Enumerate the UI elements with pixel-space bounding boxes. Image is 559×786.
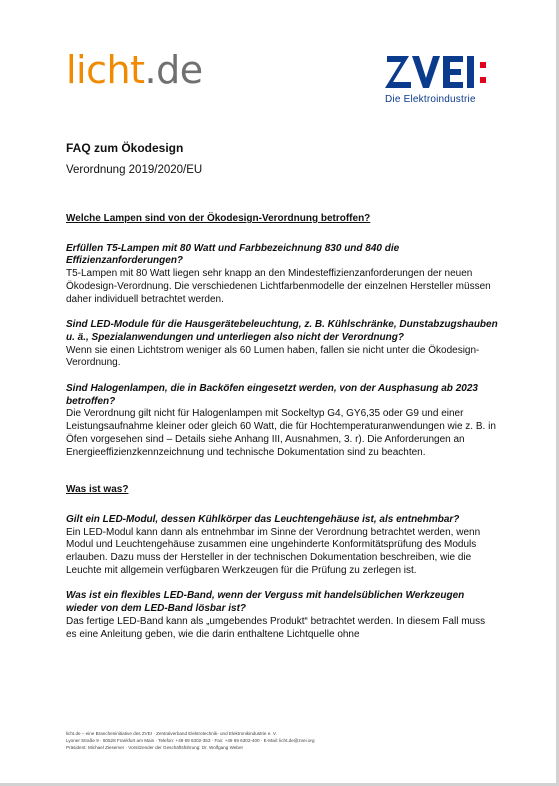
faq-answer: T5-Lampen mit 80 Watt liegen sehr knapp an den Mindesteffizienzanforderungen der neuen Ökodesign-Verordnung. Die verschiedenen Lichtfarbenmodelle der einzelnen Hersteller müssen daher individuell betrachtet werden. <box>66 268 491 305</box>
section-spacer <box>66 472 498 484</box>
faq-item <box>66 243 498 307</box>
faq-item <box>66 383 498 459</box>
logo-licht-text: licht <box>66 48 145 92</box>
faq-question: Sind Halogenlampen, die in Backöfen eingesetzt werden, von der Ausphasung ab 2023 betroffen? <box>66 383 478 407</box>
faq-question: Gilt ein LED-Modul, dessen Kühlkörper das Leuchtengehäuse ist, als entnehmbar? <box>66 513 460 525</box>
zvei-logo <box>385 50 495 112</box>
faq-item <box>66 319 498 370</box>
licht-de-logo <box>66 48 203 92</box>
footer-line: Präsident: Michael Ziesemer · Vorsitzender der Geschäftsführung: Dr. Wolfgang Weber <box>66 745 244 750</box>
zvei-wordmark-graphic <box>385 50 495 92</box>
footer-line: licht.de – eine Brancheninitiative des ZVEI · Zentralverband Elektrotechnik- und Elektronikindustrie e. V. <box>66 731 277 736</box>
page-footer <box>66 730 506 751</box>
document-subtitle: Verordnung 2019/2020/EU <box>66 164 203 176</box>
document-title: FAQ zum Ökodesign <box>66 141 184 155</box>
faq-answer: Wenn sie einen Lichtstrom weniger als 60 Lumen haben, fallen sie nicht unter die Ökodesign-Verordnung. <box>66 344 480 369</box>
faq-answer: Ein LED-Modul kann dann als entnehmbar im Sinne der Verordnung betrachtet werden, wenn Modul und Leuchtengehäuse zusammen eine ungehinderte Konformitätsprüfung des Moduls erlauben. Dazu muss der Hersteller in der technischen Dokumentation beschreiben, wie die Leuchte mit allgemein verfügbaren Werkzeugen für die Prüfung zu zerlegen ist. <box>66 526 481 576</box>
section-heading: Welche Lampen sind von der Ökodesign-Verordnung betroffen? <box>66 213 371 224</box>
faq-answer: Die Verordnung gilt nicht für Halogenlampen mit Sockeltyp G4, GY6,35 oder G9 und einer Leistungsaufnahme kleiner oder gleich 60 Watt, die für Hochtemperaturanwendungen wie z. B. in Öfen vorgesehen sind – Details siehe Anhang III, Ausnahmen, 3. r). Die Anforderungen an Energieeffizienzkennzeichnung und technische Dokumentation sind zu beachten. <box>66 408 496 458</box>
faq-question: Sind LED-Module für die Hausgerätebeleuchtung, z. B. Kühlschränke, Dunstabzugshauben u. ä., Spezialanwendungen und unterliegen also nicht der Verordnung? <box>66 319 498 343</box>
faq-question: Was ist ein flexibles LED-Band, wenn der Verguss mit handelsüblichen Werkzeugen wieder von dem LED-Band lösbar ist? <box>66 590 465 615</box>
faq-item <box>66 590 498 641</box>
faq-question: Erfüllen T5-Lampen mit 80 Watt und Farbbezeichnung 830 und 840 die Effizienzanforderungen? <box>66 242 400 267</box>
logo-de-text: .de <box>144 48 203 92</box>
document-body <box>66 213 498 654</box>
zvei-subtitle: Die Elektroindustrie <box>385 94 476 105</box>
faq-answer: Das fertige LED-Band kann als „umgebendes Produkt“ betrachtet werden. In diesem Fall muss es eine Anleitung geben, wie die darin enthaltene Lichtquelle ohne <box>66 615 486 640</box>
faq-item <box>66 514 498 578</box>
section-heading: Was ist was? <box>66 484 129 496</box>
footer-line: Lyoner Straße 9 · 60528 Frankfurt am Main · Telefon: +49 69 6302-353 · Fax: +49 69 6302-400 · E-Mail: licht.de@zvei.org <box>66 738 315 743</box>
